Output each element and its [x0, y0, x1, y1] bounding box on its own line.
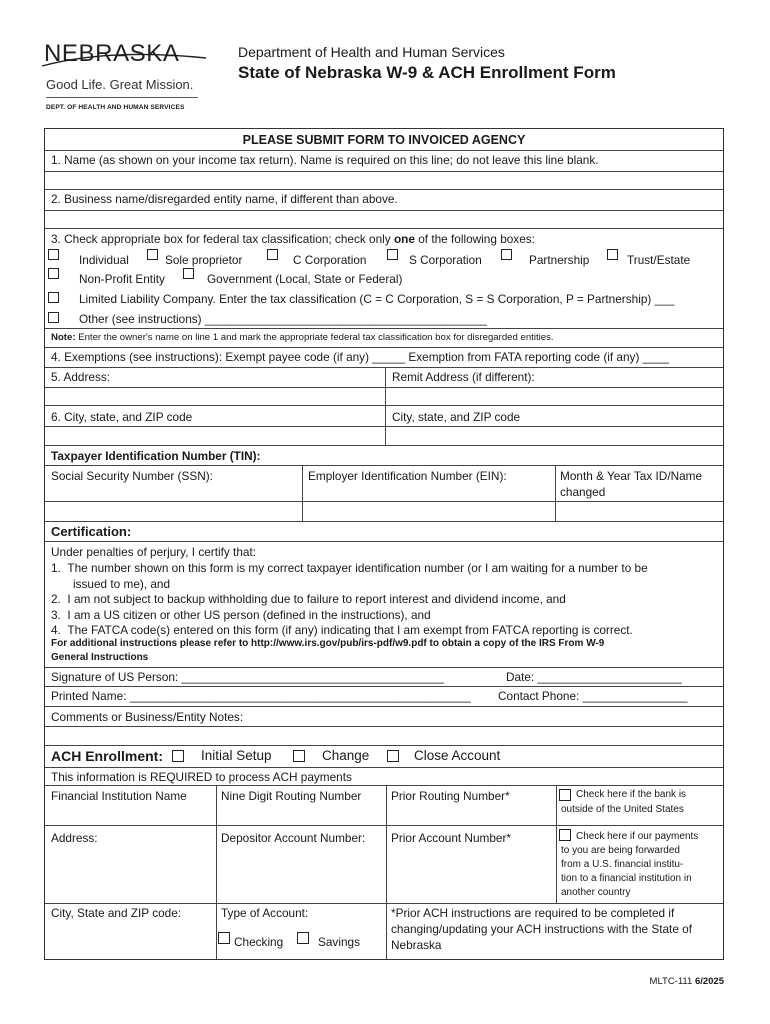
- forwarded-payments-checkbox[interactable]: [559, 829, 571, 841]
- initial-setup-checkbox[interactable]: [172, 750, 184, 762]
- city-input[interactable]: [45, 445, 723, 446]
- comments-input[interactable]: [45, 745, 723, 746]
- checking-label: Checking: [234, 935, 284, 949]
- non-profit-checkbox[interactable]: [48, 268, 59, 279]
- note-text: Note: Enter the owner's name on line 1 and mark the appropriate federal tax classification box for disregarded entities.: [51, 332, 554, 343]
- month-year-label-1: Month & Year Tax ID/Name: [560, 469, 703, 483]
- printed-name-field[interactable]: Printed Name: ____________________________________________________: [51, 689, 471, 703]
- remit-address-label: Remit Address (if different):: [392, 370, 535, 384]
- trust-estate-label: Trust/Estate: [627, 253, 691, 267]
- line6-label: 6. City, state, and ZIP code: [51, 410, 193, 424]
- individual-label: Individual: [79, 253, 129, 267]
- logo-dept: DEPT. OF HEALTH AND HUMAN SERVICES: [46, 104, 185, 111]
- forward-text: another country: [561, 887, 631, 898]
- sole-proprietor-checkbox[interactable]: [147, 249, 158, 260]
- cert-item: 4. The FATCA code(s) entered on this form (if any) indicating that I am exempt from FATCA reporting is correct.: [51, 623, 633, 637]
- depositor-account-label: Depositor Account Number:: [221, 831, 366, 845]
- forward-text: Check here if our payments: [576, 831, 699, 842]
- cert-additional-2: General Instructions: [51, 652, 149, 663]
- logo-wordmark: NEBRASKA: [44, 40, 180, 67]
- close-account-label: Close Account: [414, 748, 501, 763]
- date-field[interactable]: Date: ______________________: [506, 670, 682, 684]
- routing-number-label: Nine Digit Routing Number: [221, 789, 362, 803]
- sole-proprietor-label: Sole proprietor: [165, 253, 243, 267]
- other-checkbox[interactable]: [48, 312, 59, 323]
- government-label: Government (Local, State or Federal): [207, 272, 403, 286]
- logo-swoosh-icon: [40, 44, 208, 74]
- other-label: Other (see instructions) ___________________________________________: [79, 312, 487, 326]
- account-type-label: Type of Account:: [221, 906, 309, 920]
- ach-title: ACH Enrollment:: [51, 748, 163, 764]
- signature-field[interactable]: Signature of US Person: ________________________________________: [51, 670, 444, 684]
- forward-text: from a U.S. financial institu-: [561, 859, 684, 870]
- cert-item: 1. The number shown on this form is my correct taxpayer identification number (or I am waiting for a number to be: [51, 561, 648, 575]
- change-checkbox[interactable]: [293, 750, 305, 762]
- header-department: Department of Health and Human Services: [238, 44, 505, 60]
- s-corporation-label: S Corporation: [409, 253, 482, 267]
- remit-city-label: City, state, and ZIP code: [392, 410, 521, 424]
- partnership-label: Partnership: [529, 253, 590, 267]
- llc-label: Limited Liability Company. Enter the tax classification (C = C Corporation, S = S Corporation, P = Partnership) ___: [79, 292, 675, 306]
- ssn-label: Social Security Number (SSN):: [51, 469, 213, 483]
- individual-checkbox[interactable]: [48, 249, 59, 260]
- page-title: State of Nebraska W-9 & ACH Enrollment Form: [238, 63, 616, 82]
- change-label: Change: [322, 748, 370, 763]
- address-input[interactable]: [45, 405, 723, 406]
- llc-checkbox[interactable]: [48, 292, 59, 303]
- prior-ach-note: changing/updating your ACH instructions with the State of: [391, 922, 692, 936]
- tin-input-row[interactable]: [45, 521, 723, 522]
- logo-divider: [46, 97, 198, 98]
- ach-address-label: Address:: [51, 831, 98, 845]
- ach-city-zip-label: City, State and ZIP code:: [51, 906, 182, 920]
- cert-item: issued to me), and: [73, 577, 171, 591]
- month-year-label-2: changed: [560, 485, 606, 499]
- line1-label: 1. Name (as shown on your income tax return). Name is required on this line; do not leave this line blank.: [51, 153, 599, 167]
- cert-item: 2. I am not subject to backup withholding due to failure to report interest and dividend income, and: [51, 592, 566, 606]
- cert-intro: Under penalties of perjury, I certify that:: [51, 545, 257, 559]
- c-corporation-checkbox[interactable]: [267, 249, 278, 260]
- savings-checkbox[interactable]: [297, 932, 309, 944]
- comments-label: Comments or Business/Entity Notes:: [51, 710, 244, 724]
- initial-setup-label: Initial Setup: [201, 748, 272, 763]
- prior-account-label: Prior Account Number*: [391, 831, 511, 845]
- outside-us-checkbox[interactable]: [559, 789, 571, 801]
- forward-text: to you are being forwarded: [561, 845, 680, 856]
- form-banner: PLEASE SUBMIT FORM TO INVOICED AGENCY: [242, 133, 526, 147]
- tin-title: Taxpayer Identification Number (TIN):: [51, 449, 261, 463]
- line2-label: 2. Business name/disregarded entity name, if different than above.: [51, 192, 398, 206]
- line1-input[interactable]: [45, 189, 723, 190]
- cert-additional-1: For additional instructions please refer to http://www.irs.gov/pub/irs-pdf/w9.pdf to obtain a copy of the IRS From W-9: [51, 638, 605, 649]
- contact-phone-field[interactable]: Contact Phone: ________________: [498, 689, 688, 703]
- savings-label: Savings: [318, 935, 360, 949]
- certification-title: Certification:: [51, 524, 132, 539]
- cert-item: 3. I am a US citizen or other US person (defined in the instructions), and: [51, 608, 431, 622]
- trust-estate-checkbox[interactable]: [607, 249, 618, 260]
- line3-label: 3. Check appropriate box for federal tax classification; check only one of the following boxes:: [51, 232, 535, 246]
- outside-us-label-1: Check here if the bank is: [576, 789, 687, 800]
- close-account-checkbox[interactable]: [387, 750, 399, 762]
- s-corporation-checkbox[interactable]: [387, 249, 398, 260]
- forward-text: tion to a financial institution in: [561, 873, 692, 884]
- partnership-checkbox[interactable]: [501, 249, 512, 260]
- government-checkbox[interactable]: [183, 268, 194, 279]
- line5-label: 5. Address:: [51, 370, 111, 384]
- w9-form: [44, 128, 724, 960]
- line2-input[interactable]: [45, 228, 723, 229]
- prior-ach-note: Nebraska: [391, 938, 442, 952]
- c-corporation-label: C Corporation: [293, 253, 367, 267]
- form-code: MLTC-111 6/2025: [649, 976, 724, 987]
- line4-label: 4. Exemptions (see instructions): Exempt payee code (if any) _____ Exemption from FATA reporting code (if any) ____: [51, 350, 669, 364]
- outside-us-label-2: outside of the United States: [561, 804, 684, 815]
- prior-ach-note: *Prior ACH instructions are required to be completed if: [391, 906, 675, 920]
- prior-routing-label: Prior Routing Number*: [391, 789, 510, 803]
- checking-checkbox[interactable]: [218, 932, 230, 944]
- logo-tagline: Good Life. Great Mission.: [46, 77, 194, 92]
- ach-required-text: This information is REQUIRED to process ACH payments: [51, 770, 352, 784]
- financial-institution-label: Financial Institution Name: [51, 789, 187, 803]
- non-profit-label: Non-Profit Entity: [79, 272, 165, 286]
- ein-label: Employer Identification Number (EIN):: [308, 469, 507, 483]
